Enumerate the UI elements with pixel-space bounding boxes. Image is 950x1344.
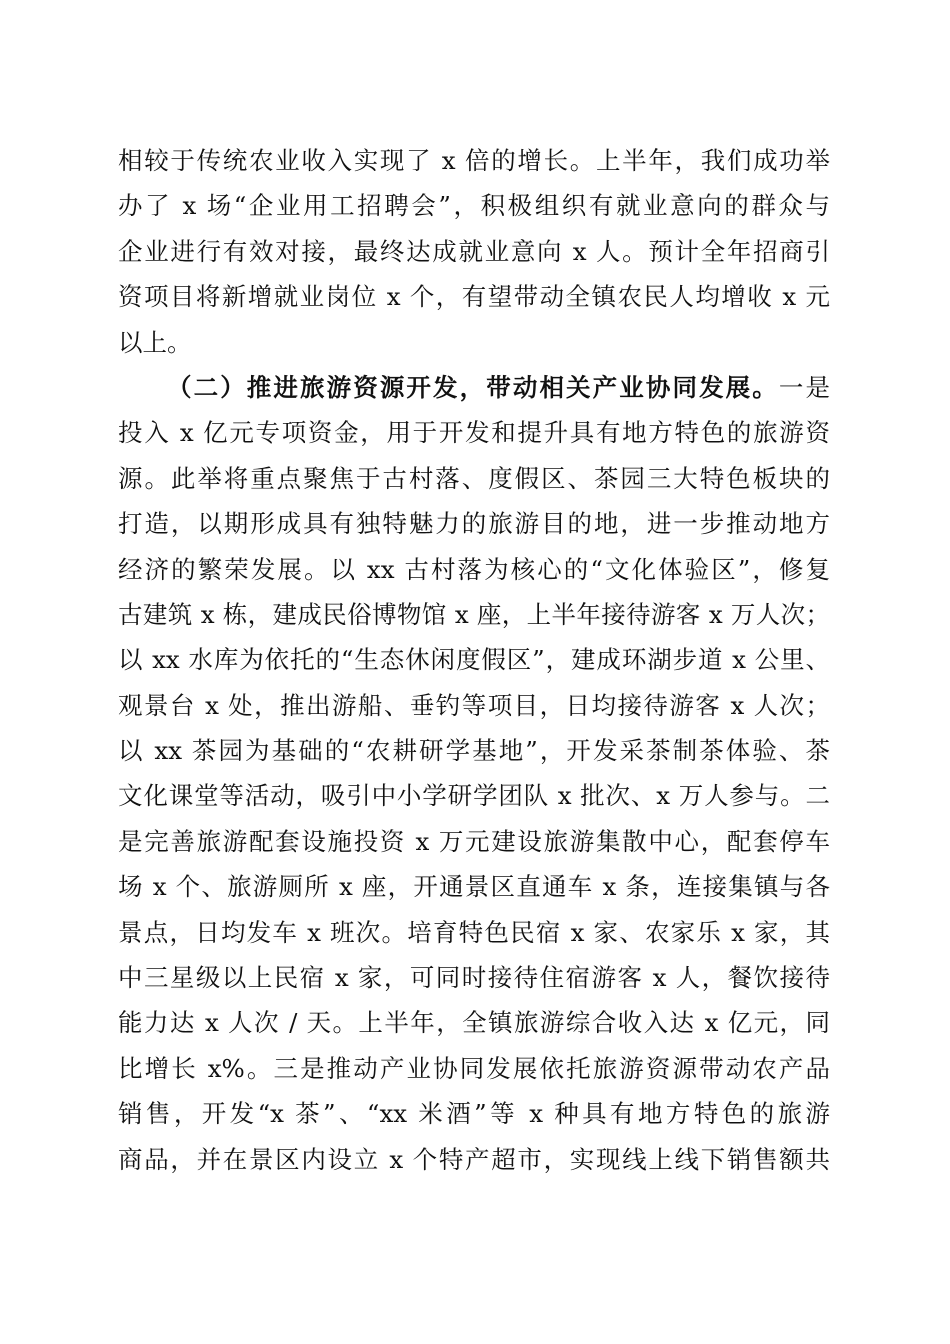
text-line: 中三星级以上民宿 x 家，可同时接待住宿游客 x 人，餐饮接待 bbox=[118, 963, 830, 993]
text-line: 能力达 x 人次 / 天。上半年，全镇旅游综合收入达 x 亿元，同 bbox=[118, 1008, 830, 1038]
text-line: 打造，以期形成具有独特魅力的旅游目的地，进一步推动地方 bbox=[118, 509, 830, 539]
body-text bbox=[118, 138, 830, 1182]
text-line: 资项目将新增就业岗位 x 个，有望带动全镇农民人均增收 x 元 bbox=[118, 282, 830, 312]
text-line: 相较于传统农业收入实现了 x 倍的增长。上半年，我们成功举 bbox=[118, 146, 830, 175]
text-line: 以 xx 水库为依托的“生态休闲度假区”，建成环湖步道 x 公里、 bbox=[118, 645, 830, 675]
text-line: 投入 x 亿元专项资金，用于开发和提升具有地方特色的旅游资 bbox=[118, 418, 830, 448]
text-line: 是完善旅游配套设施投资 x 万元建设旅游集散中心，配套停车 bbox=[118, 826, 830, 856]
text-line: 销售，开发“x 茶”、“xx 米酒”等 x 种具有地方特色的旅游 bbox=[118, 1099, 830, 1129]
text-line: 景点，日均发车 x 班次。培育特色民宿 x 家、农家乐 x 家，其 bbox=[118, 917, 830, 947]
section-heading-tail: 一是 bbox=[778, 372, 830, 402]
text-line: 源。此举将重点聚焦于古村落、度假区、茶园三大特色板块的 bbox=[118, 463, 830, 493]
section-heading: （二）推进旅游资源开发，带动相关产业协同发展。 bbox=[167, 372, 779, 402]
text-line: 以 xx 茶园为基础的“农耕研学基地”，开发采茶制茶体验、茶 bbox=[118, 736, 830, 766]
text-line: 文化课堂等活动，吸引中小学研学团队 x 批次、x 万人参与。二 bbox=[118, 781, 830, 811]
section-heading-line bbox=[118, 365, 830, 410]
text-line: 比增长 x%。三是推动产业协同发展依托旅游资源带动农产品 bbox=[118, 1053, 830, 1083]
text-line: 古建筑 x 栋，建成民俗博物馆 x 座，上半年接待游客 x 万人次； bbox=[118, 599, 830, 629]
text-line: 场 x 个、旅游厕所 x 座，开通景区直通车 x 条，连接集镇与各 bbox=[118, 872, 830, 902]
text-line: 以上。 bbox=[118, 327, 192, 357]
text-line: 办了 x 场“企业用工招聘会”，积极组织有就业意向的群众与 bbox=[118, 191, 830, 221]
text-line: 企业进行有效对接，最终达成就业意向 x 人。预计全年招商引 bbox=[118, 236, 830, 266]
text-line: 商品，并在景区内设立 x 个特产超市，实现线上线下销售额共 bbox=[118, 1144, 830, 1174]
text-line: 观景台 x 处，推出游船、垂钓等项目，日均接待游客 x 人次； bbox=[118, 690, 830, 720]
text-line: 经济的繁荣发展。以 xx 古村落为核心的“文化体验区”，修复 bbox=[118, 554, 830, 584]
